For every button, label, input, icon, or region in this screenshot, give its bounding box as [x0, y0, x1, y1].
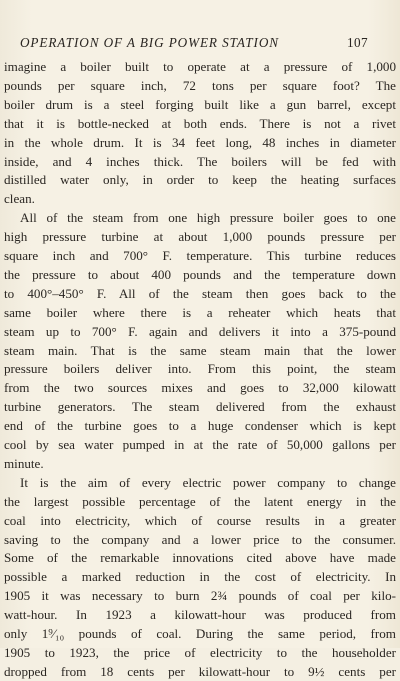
text-line: steam main. That is the same steam main that the lower [4, 342, 396, 358]
text-line: Some of the remarkable innovations cited above have made [4, 550, 396, 566]
text-line: the pressure to about 400 pounds and the temperature down [4, 266, 396, 282]
text-line: steam up to 700° F. again and delivers it into a 375-pound [4, 323, 396, 339]
text-line: 1905 it was necessary to burn 2¾ pounds of coal per kilo- [4, 588, 396, 604]
running-head [20, 35, 368, 55]
text-line: the largest possible percentage of the latent energy in the [4, 493, 396, 509]
text-line: clean. [4, 191, 35, 207]
text-line: same boiler where there is a reheater which heats that [4, 304, 396, 320]
text-line: imagine a boiler built to operate at a pressure of 1,000 [4, 59, 396, 74]
text-line: All of the steam from one high pressure boiler goes to one [20, 210, 396, 226]
text-line: from the two sources mixes and goes to 32,000 kilowatt [4, 380, 396, 396]
text-line: saving to the company and a lower price to the consumer. [4, 531, 396, 547]
text-line: cool by sea water pumped in at the rate of 50,000 gallons per [4, 437, 396, 452]
text-line: only 1⁹⁄₁₀ pounds of coal. During the same period, from [4, 626, 396, 641]
page-number: 107 [347, 35, 368, 50]
text-line: minute. [4, 455, 44, 471]
text-line: pounds per square inch, 72 tons per square foot? The [4, 77, 396, 93]
text-line: end of the turbine goes to a huge condenser which is kept [4, 418, 396, 434]
text-line: turbine generators. The steam delivered from the exhaust [4, 399, 396, 415]
text-line: 1905 to 1923, the price of electricity to the householder [4, 644, 396, 660]
text-line: that it is bottle-necked at both ends. There is not a rivet [4, 115, 396, 131]
text-line: inside, and 4 inches thick. The boilers will be fed with [4, 153, 396, 169]
text-line: boiler drum is a steel forging built like a gun barrel, except [4, 96, 396, 112]
text-line: dropped from 18 cents per kilowatt-hour to 9½ cents per [4, 663, 396, 679]
text-line: square inch and 700° F. temperature. This turbine reduces [4, 248, 396, 263]
text-line: to 400°–450° F. All of the steam then goes back to the [4, 285, 396, 301]
running-head-title: OPERATION OF A BIG POWER STATION [20, 35, 279, 50]
text-line: coal into electricity, which of course results in a greater [4, 512, 396, 528]
text-line: high pressure turbine at about 1,000 pounds pressure per [4, 229, 396, 245]
text-line: distilled water only, in order to keep the heating surfaces [4, 172, 396, 188]
text-line: pressure boilers deliver into. From this point, the steam [4, 361, 396, 377]
text-line: in the whole drum. It is 34 feet long, 48 inches in diameter [4, 134, 396, 150]
text-line: watt-hour. In 1923 a kilowatt-hour was produced from [4, 607, 396, 623]
text-line: It is the aim of every electric power company to change [20, 474, 396, 490]
text-line: possible a marked reduction in the cost of electricity. In [4, 569, 396, 585]
